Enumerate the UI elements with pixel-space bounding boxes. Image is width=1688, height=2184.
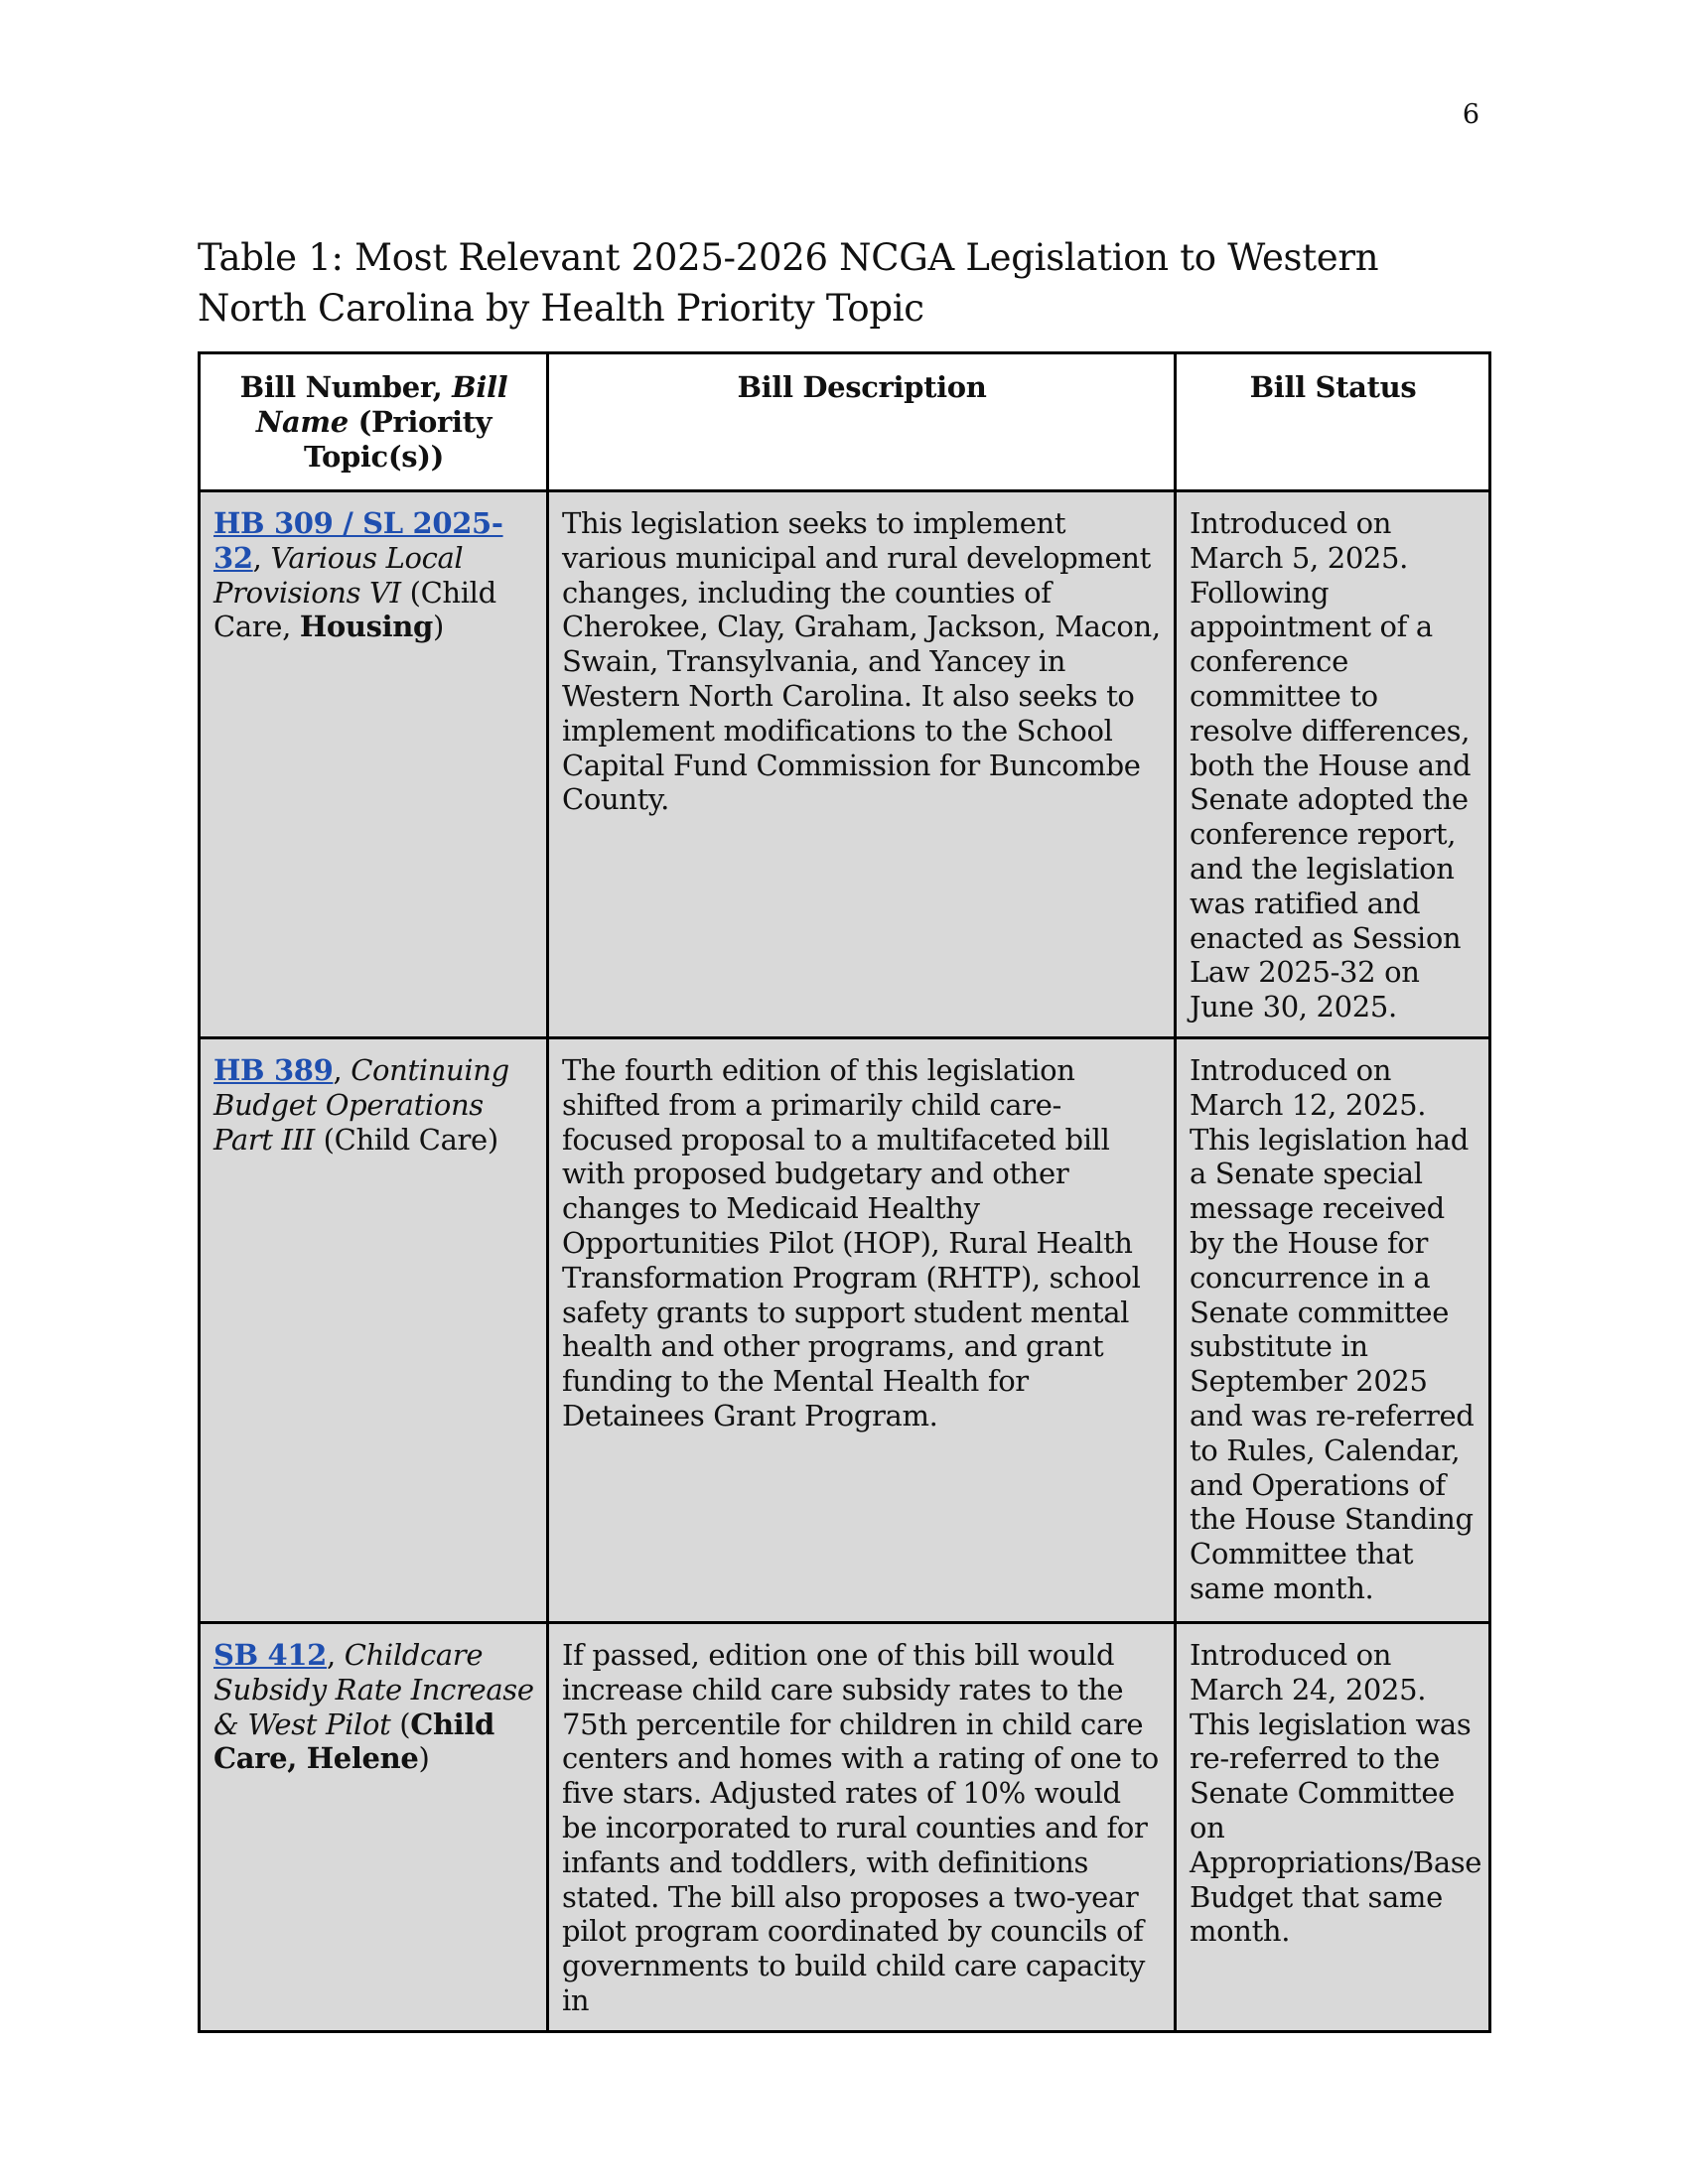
table-caption: Table 1: Most Relevant 2025-2026 NCGA Legislation to Western North Carolina by Health Priority Topic — [198, 236, 1379, 330]
bill-name: Continuing Budget Operations Part III — [213, 1052, 509, 1157]
bill-topic-bold: Child Care, Helene — [213, 1706, 494, 1776]
page-number: 6 — [1462, 99, 1479, 130]
header-row — [200, 353, 1490, 491]
bill-link[interactable]: HB 309 / SL 2025-32 — [213, 506, 503, 575]
bill-topic-close: ) — [418, 1741, 430, 1776]
header-bill-name-label: Bill Name — [255, 370, 508, 439]
table-row — [200, 1037, 1490, 1622]
bill-name: Various Local Provisions VI — [213, 540, 464, 610]
header-priority-topic-label: (Priority Topic(s)) — [304, 404, 492, 474]
bill-name: Childcare Subsidy Rate Increase & West Pilot — [213, 1637, 534, 1741]
legislation-table — [198, 351, 1491, 2033]
bill-link[interactable]: SB 412 — [213, 1637, 327, 1672]
bill-topic: (Child Care, — [213, 575, 496, 644]
table-row — [200, 491, 1490, 1038]
header-bill-status: Bill Status — [1176, 353, 1490, 491]
bill-status: Introduced on March 5, 2025. Following appointment of a conference committee to resolve differences, both the House and Senate adopted the conference report, and the legislation was ratified and enacted as Session Law 2025-32 on June 30, 2025. — [1176, 491, 1490, 1038]
header-bill-number — [200, 353, 548, 491]
bill-topic-close: ) — [432, 610, 444, 644]
bill-cell: SB 412, Childcare Subsidy Rate Increase & West Pilot (Child Care, Helene) — [200, 1622, 548, 2031]
bill-status: Introduced on March 24, 2025. This legislation was re-referred to the Senate Committee on Appropriations/Base Budget that same month. — [1176, 1622, 1490, 2031]
bill-cell: HB 389, Continuing Budget Operations Part III (Child Care) — [200, 1037, 548, 1622]
bill-description: If passed, edition one of this bill would increase child care subsidy rates to the 75th percentile for children in child care centers and homes with a rating of one to five stars. Adjusted rates of 10% would be incorporated to rural counties and for infants and toddlers, with definitions stated. The bill also proposes a two-year pilot program coordinated by councils of governments to build child care capacity in — [548, 1622, 1176, 2031]
table-row — [200, 1622, 1490, 2031]
bill-description: This legislation seeks to implement various municipal and rural development changes, including the counties of Cherokee, Clay, Graham, Jackson, Macon, Swain, Transylvania, and Yancey in Western North Carolina. It also seeks to implement modifications to the School Capital Fund Commission for Buncombe County. — [548, 491, 1176, 1038]
header-bill-description: Bill Description — [548, 353, 1176, 491]
header-bill-number-label: Bill Number, — [239, 370, 453, 404]
bill-topic-bold: Housing — [299, 610, 433, 644]
bill-status: Introduced on March 12, 2025. This legislation had a Senate special message received by the House for concurrence in a Senate committee substitute in September 2025 and was re-referred to Rules, Calendar, and Operations of the House Standing Committee that same month. — [1176, 1037, 1490, 1622]
bill-topic: (Child Care) — [314, 1122, 498, 1157]
bill-cell: HB 309 / SL 2025-32, Various Local Provisions VI (Child Care, Housing) — [200, 491, 548, 1038]
bill-topic: ( — [390, 1706, 411, 1741]
bill-description: The fourth edition of this legislation shifted from a primarily child care-focused proposal to a multifaceted bill with proposed budgetary and other changes to Medicaid Healthy Opportunities Pilot (HOP), Rural Health Transformation Program (RHTP), school safety grants to support student mental health and other programs, and grant funding to the Mental Health for Detainees Grant Program. — [548, 1037, 1176, 1622]
bill-link[interactable]: HB 389 — [213, 1052, 334, 1087]
